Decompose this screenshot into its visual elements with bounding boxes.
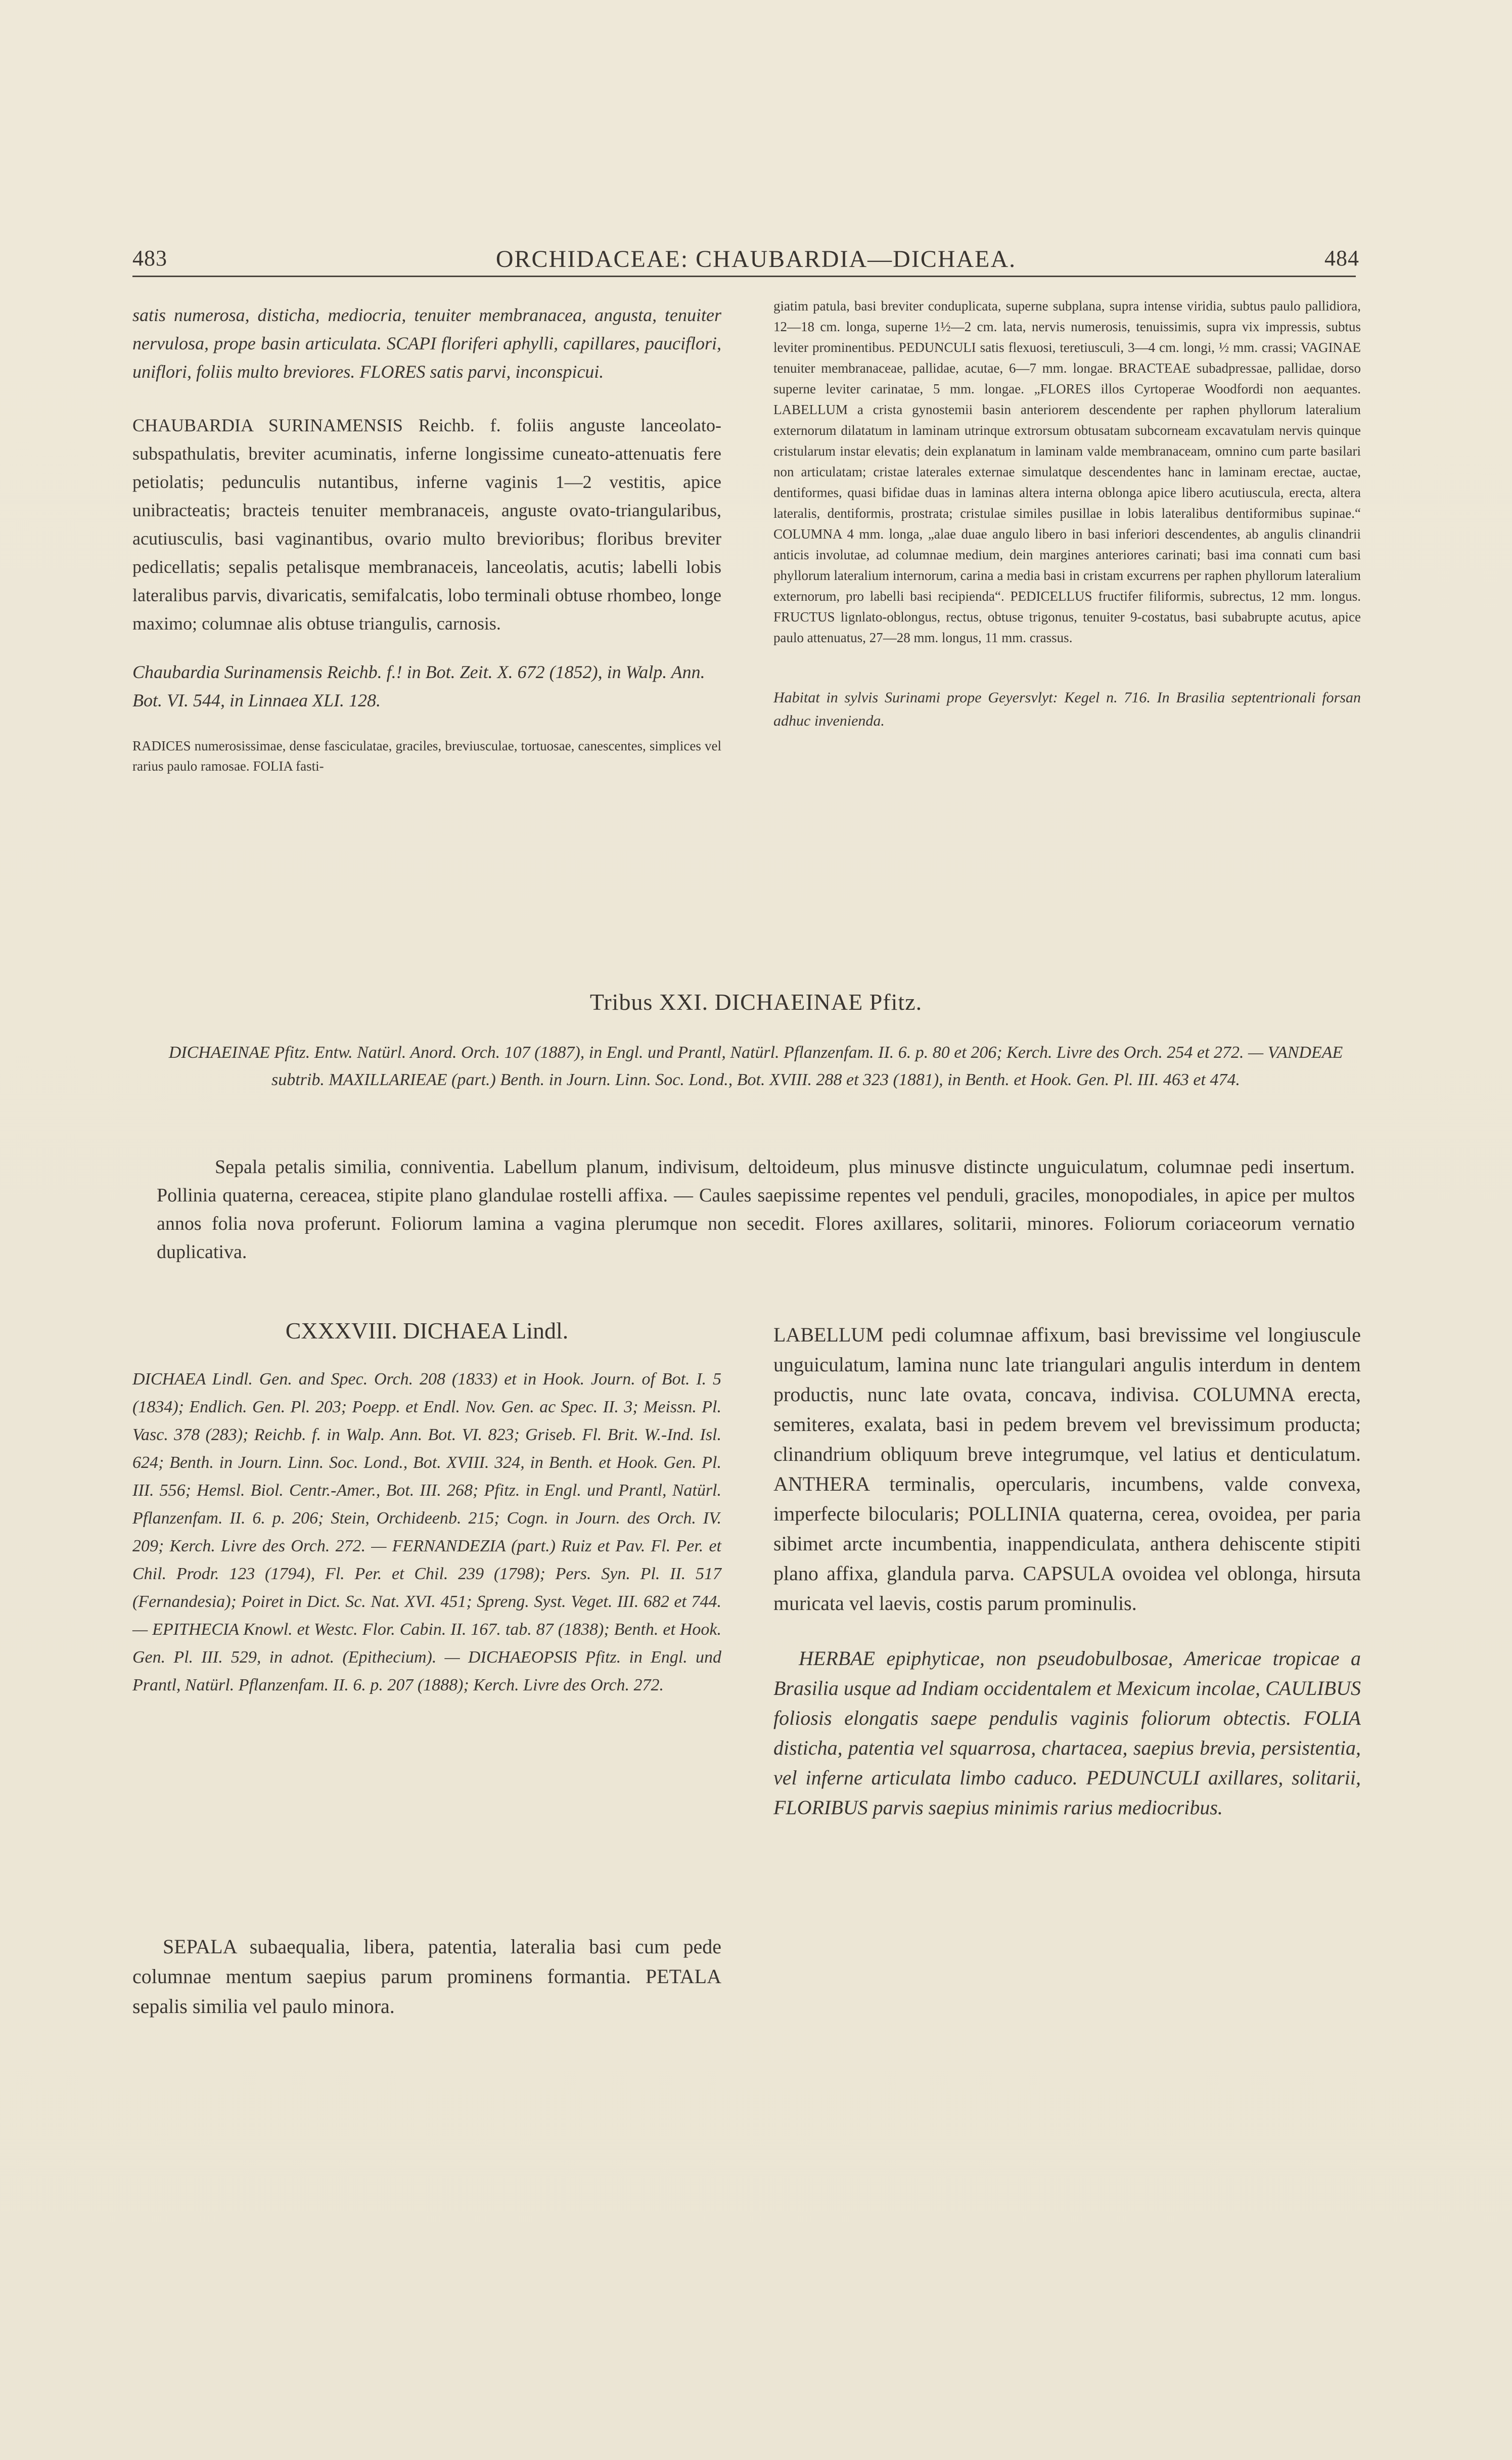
header-rule bbox=[132, 276, 1356, 277]
tribus-description: Sepala petalis similia, conniventia. Labellum planum, indivisum, deltoideum, plus minusve distincte unguiculatum, columnae pedi insertum. Pollinia quaterna, cereacea, stipite plano glandulae rostelli affixa. — Caules saepissime repentes vel penduli, graciles, monopodiales, in apice per multos annos folia nova proferunt. Foliorum lamina a vagina plerumque non secedit. Flores axillares, solitarii, minores. Foliorum coriaceorum vernatio duplicativa. bbox=[157, 1156, 1355, 1263]
species-detailed-description: giatim patula, basi breviter conduplicata, superne subplana, supra intense viridia, subtus paulo pallidiora, 12—18 cm. longa, superne 1½—2 cm. lata, nervis numerosis, tenuissimis, supra vix impressis, subtus leviter prominentibus. PEDUNCULI satis flexuosi, teretiusculi, 3—4 cm. longi, ½ mm. crassi; VAGINAE tenuiter membranaceae, pallidae, acutae, 6—7 mm. longae. BRACTEAE subadpressae, pallidae, dorso superne leviter carinatae, 5 mm. longae. „FLORES illos Cyrtoperae Woodfordi non aequantes. LABELLUM a crista gynostemii basin anteriorem descendente per raphen phyllorum lateralium externorum dilatatum in laminam utrinque extrorsum obtusatam subcorneam excavatulam nervis quinque cristularum instar elevatis; dein explanatum in laminam valde membranaceam, omnino cum parte basilari non articulatam; cristae laterales externae simulatque descendentes hanc in laminam erectae, auctae, dentiformes, quasi bifidae duas in laminas altera interna oblonga apice libero acutiuscula, erecta, altera lateralis, dentiformis, prostrata; cristulae similes pusillae in lobis lateralibus dentiformibus supinae.“ COLUMNA 4 mm. longa, „alae duae angulo libero in basi inferiori descendentes, ab angulis clinandrii anticis involutae, ad columnae medium, dein margines anteriores carinati; basi ima connati cum basi phyllorum lateralium internorum, carina a media basi in cristam excurrens per raphen phyllorum lateralium externorum, pro labelli basi recipienda“. PEDICELLUS fructifer filiformis, subrectus, 12 mm. longus. FRUCTUS lignlato-oblongus, rectus, obtuse trigonus, tenuiter 9-costatus, basi subabrupte acutus, apice paulo attenuatus, 27—28 mm. longus, 11 mm. crassus. bbox=[773, 298, 1361, 645]
running-title: ORCHIDACEAE: CHAUBARDIA—DICHAEA. bbox=[495, 246, 1017, 273]
species-reference: Chaubardia Surinamensis Reichb. f.! in Bot. Zeit. X. 672 (1852), in Walp. Ann. Bot. VI. 544, in Linnaea XLI. 128. bbox=[132, 662, 705, 710]
page-number-right: 484 bbox=[1324, 246, 1359, 271]
genus-description-right: LABELLUM pedi columnae affixum, basi brevissime vel longiuscule unguiculatum, lamina nunc late triangulari angulis interdum in dentem productis, nunc late ovata, concava, indivisa. COLUMNA erecta, semiteres, exalata, basi in pedem brevem vel brevissimum producta; clinandrium obliquum breve integrumque, vel latius et denticulatum. ANTHERA terminalis, opercularis, incumbens, valde convexa, imperfecte bilocularis; POLLINIA quaterna, cerea, ovoidea, per paria sibimet arcte incumbentia, inappendiculata, anthera dehiscente stipiti plano affixa, glandula parva. CAPSULA ovoidea vel oblonga, hirsuta muricata vel laevis, costis parum prominulis. bbox=[773, 1323, 1361, 1615]
radices-paragraph: RADICES numerosissimae, dense fasciculatae, graciles, breviusculae, tortuosae, canescentes, simplices vel rarius paulo ramosae. FOLIA fasti- bbox=[132, 738, 721, 774]
right-column-upper bbox=[773, 296, 1361, 733]
habitat-note: Habitat in sylvis Surinami prope Geyersvlyt: Kegel n. 716. In Brasilia septentrionali forsan adhuc invenienda. bbox=[773, 689, 1361, 729]
genus-description-left: SEPALA subaequalia, libera, patentia, lateralia basi cum pede columnae mentum saepius parum prominens formantia. PETALA sepalis similia vel paulo minora. bbox=[132, 1935, 721, 2018]
right-column-lower bbox=[773, 1320, 1361, 1822]
tribus-heading: Tribus XXI. DICHAEINAE Pfitz. bbox=[589, 989, 923, 1015]
tribus-synonymy: DICHAEINAE Pfitz. Entw. Natürl. Anord. Orch. 107 (1887), in Engl. und Prantl, Natürl. Pflanzenfam. II. 6. p. 80 et 206; Kerch. Livre des Orch. 254 et 272. — VANDEAE subtrib. MAXILLARIEAE (part.) Benth. in Journ. Linn. Soc. Lond., Bot. XVIII. 288 et 323 (1881), in Benth. et Hook. Gen. Pl. III. 463 et 474. bbox=[168, 1043, 1343, 1089]
genus-habit: HERBAE epiphyticae, non pseudobulbosae, Americae tropicae a Brasilia usque ad Indiam occidentalem et Mexicum incolae, CAULIBUS foliosis elongatis saepe pendulis vaginis foliorum obtectis. FOLIA disticha, patentia vel squarrosa, chartacea, saepius brevia, persistentia, vel inferne articulata limbo caduco. PEDUNCULI axillares, solitarii, FLORIBUS parvis saepius minimis rarius mediocribus. bbox=[773, 1647, 1361, 1819]
species-title: CHAUBARDIA SURINAMENSIS Reichb. f. bbox=[132, 415, 501, 435]
genus-heading: CXXXVIII. DICHAEA Lindl. bbox=[285, 1318, 569, 1344]
genus-synonymy: DICHAEA Lindl. Gen. and Spec. Orch. 208 (1833) et in Hook. Journ. of Bot. I. 5 (1834); Endlich. Gen. Pl. 203; Poepp. et Endl. Nov. Gen. ac Spec. II. 3; Meissn. Pl. Vasc. 378 (283); Reichb. f. in Walp. Ann. Bot. VI. 823; Griseb. Fl. Brit. W.-Ind. Isl. 624; Benth. in Journ. Linn. Soc. Lond., Bot. XVIII. 324, in Benth. et Hook. Gen. Pl. III. 556; Hemsl. Biol. Centr.-Amer., Bot. III. 268; Pfitz. in Engl. und Prantl, Natürl. Pflanzenfam. II. 6. p. 206; Stein, Orchideenb. 215; Cogn. in Journ. des Orch. IV. 209; Kerch. Livre des Orch. 272. — FERNANDEZIA (part.) Ruiz et Pav. Fl. Per. et Chil. Prodr. 123 (1794), Fl. Per. et Chil. 239 (1798); Pers. Syn. Pl. II. 517 (Fernandesia); Poiret in Dict. Sc. Nat. XVI. 451; Spreng. Syst. Veget. III. 682 et 744. — EPITHECIA Knowl. et Westc. Flor. Cabin. II. 167. tab. 87 (1838); Benth. et Hook. Gen. Pl. III. 529, in adnot. (Epithecium). — DICHAEOPSIS Pfitz. in Engl. und Prantl, Natürl. Pflanzenfam. II. 6. p. 207 (1888); Kerch. Livre des Orch. 272. bbox=[132, 1370, 721, 1694]
genus-intro-continuation: satis numerosa, disticha, mediocria, tenuiter membranacea, angusta, tenuiter nervulosa, prope basin articulata. SCAPI floriferi aphylli, capillares, pauciflori, uniflori, foliis multo breviores. FLORES satis parvi, inconspicui. bbox=[132, 305, 721, 382]
left-column-upper bbox=[132, 301, 721, 776]
page-number-left: 483 bbox=[132, 246, 167, 271]
species-block bbox=[132, 411, 721, 638]
species-description: foliis anguste lanceolato-subspathulatis, breviter acuminatis, inferne longissime cuneato-attenuatis fere petiolatis; pedunculis nutantibus, inferne vaginis 1—2 vestitis, apice unibracteatis; bracteis tenuiter membranaceis, anguste ovato-triangularibus, acutiusculis, basi vaginantibus, ovario multo brevioribus; floribus breviter pedicellatis; sepalis petalisque membranaceis, lanceolatis, acutis; labelli lobis lateralibus parvis, divaricatis, semifalcatis, lobo terminali obtuse rhombeo, longe maximo; columnae alis obtuse triangulis, carnosis. bbox=[132, 415, 722, 634]
